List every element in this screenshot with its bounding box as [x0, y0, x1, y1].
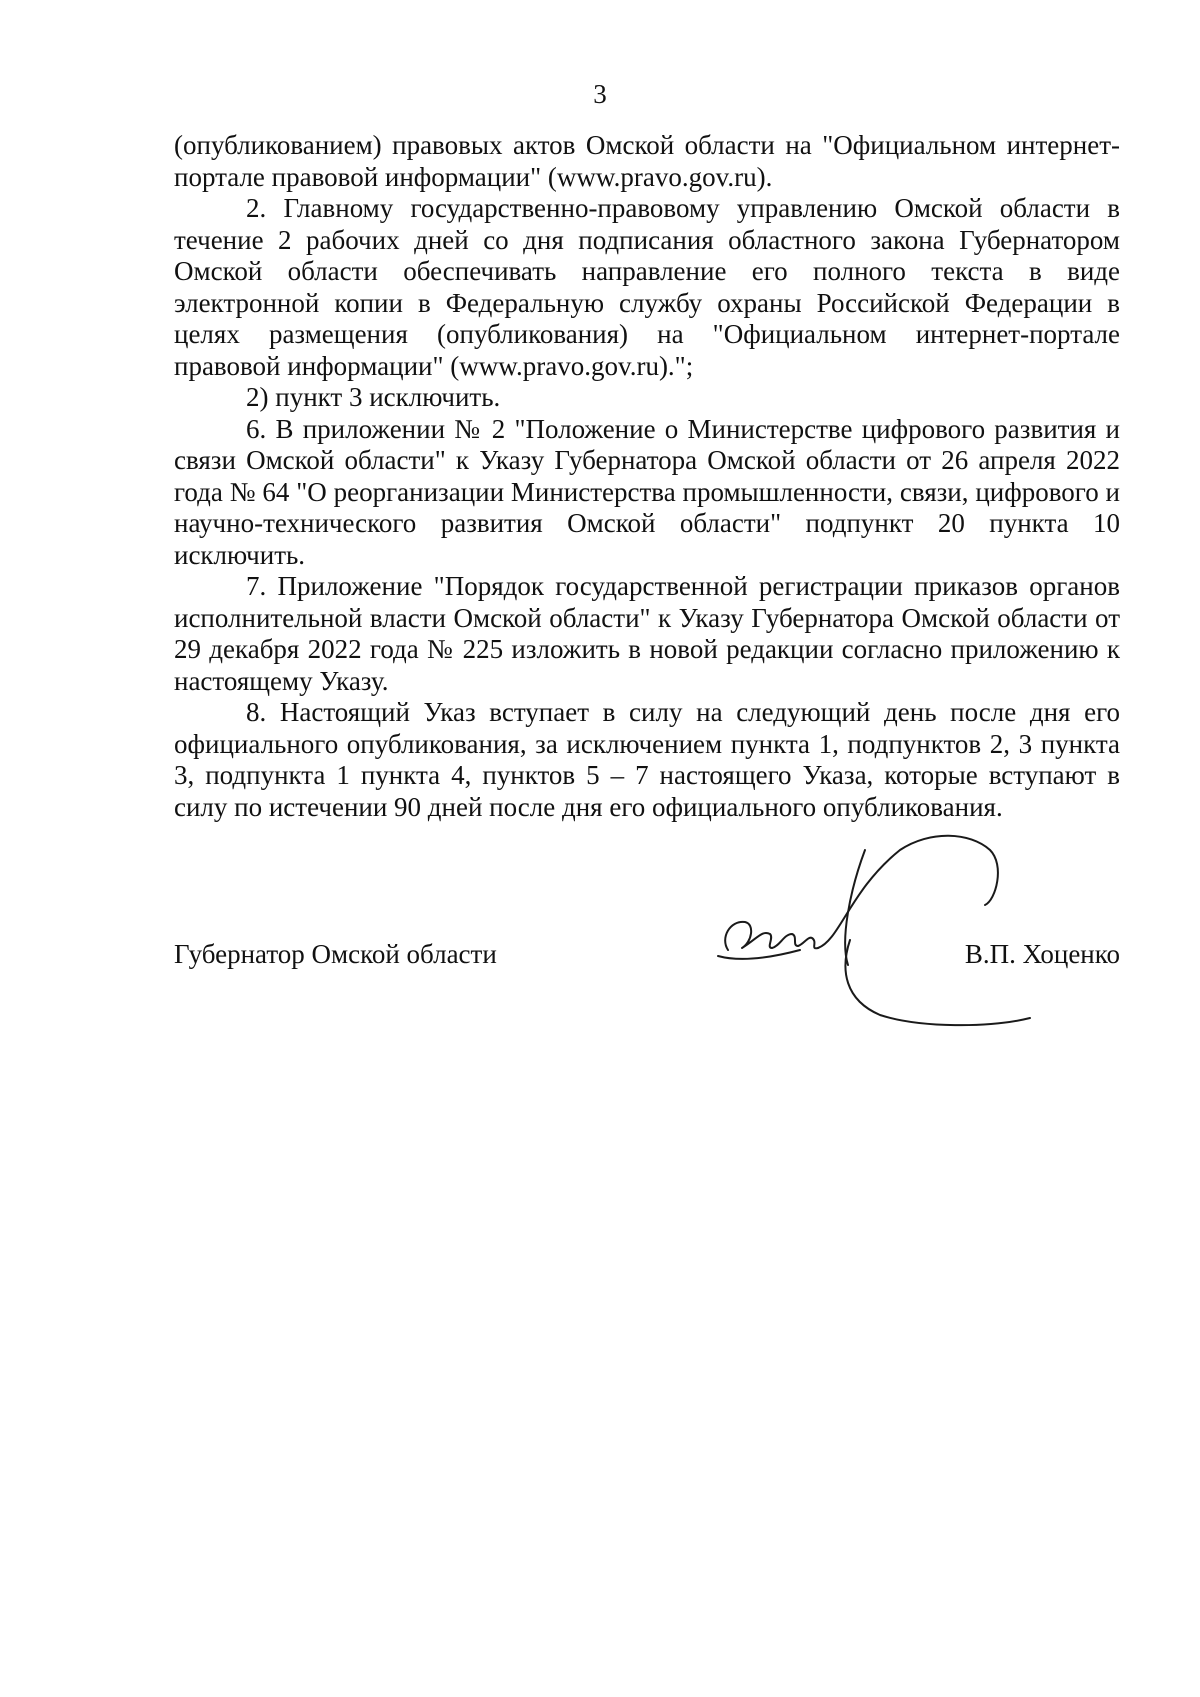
- page-number: 3: [593, 79, 607, 109]
- paragraph-item-7: 7. Приложение "Порядок государственной регистрации приказов органов исполнительной власти Омской области" к Указу Губернатора Омской области от 29 декабря 2022 года № 225 изложить в новой редакции согласно приложению к настоящему Указу.: [174, 571, 1120, 696]
- paragraph-subitem-2: 2) пункт 3 исключить.: [246, 382, 501, 412]
- paragraph-item-6: 6. В приложении № 2 "Положение о Министерстве цифрового развития и связи Омской области" к Указу Губернатора Омской области от 26 апреля 2022 года № 64 "О реорганизации Министерства промышленности, связи, цифрового и научно-технического развития Омской области" подпункт 20 пункта 10 исключить.: [174, 413, 1120, 570]
- paragraph-item-8: 8. Настоящий Указ вступает в силу на следующий день после дня его официального опубликования, за исключением пункта 1, подпунктов 2, 3 пункта 3, подпункта 1 пункта 4, пунктов 5 – 7 настоящего Указа, которые вступают в силу по истечении 90 дней после дня его официального опубликования.: [174, 697, 1120, 822]
- signature-block: [174, 938, 1120, 978]
- paragraph-item-2: 2. Главному государственно-правовому управлению Омской области в течение 2 рабочих дней со дня подписания областного закона Губернатором Омской области обеспечивать направление его полного текста в виде электронной копии в Федеральную службу охраны Российской Федерации в целях размещения (опубликования) на "Официальном интернет-портале правовой информации" (www.pravo.gov.ru).";: [174, 193, 1120, 381]
- signer-title: Губернатор Омской области: [174, 939, 497, 969]
- signer-name: В.П. Хоценко: [964, 939, 1120, 969]
- paragraph-continuation: (опубликованием) правовых актов Омской области на "Официальном интернет-портале правовой информации" (www.pravo.gov.ru).: [174, 130, 1120, 192]
- document-body: [174, 130, 1120, 823]
- handwritten-signature: [700, 830, 1100, 1030]
